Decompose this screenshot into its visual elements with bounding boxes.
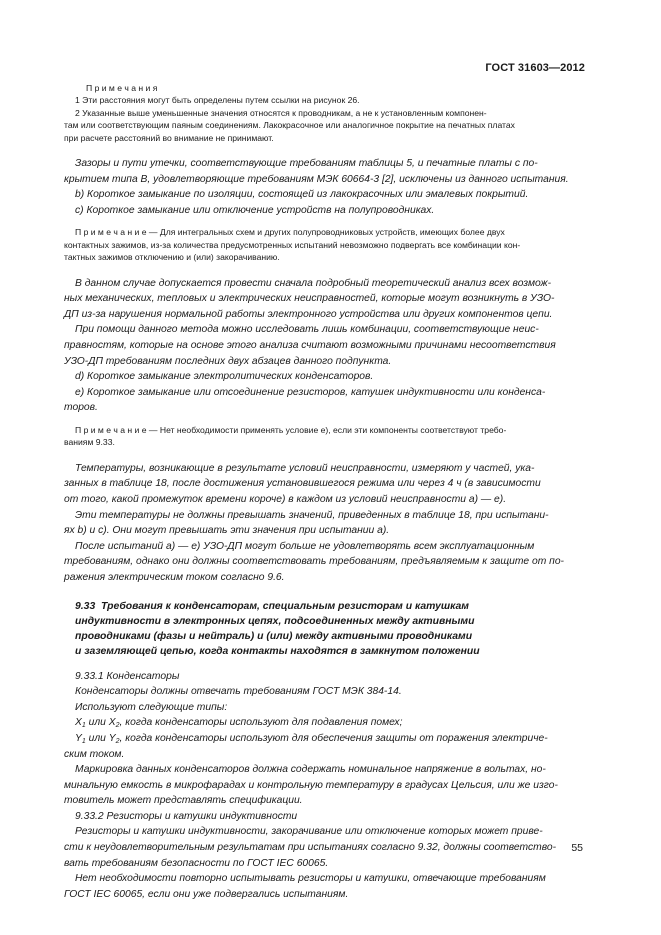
note-block-2 <box>64 226 584 263</box>
text-line: товитель может представлять спецификации. <box>64 795 303 807</box>
note-line: тактных зажимов отключению и (или) закорачиванию. <box>64 252 280 263</box>
capacitor-type-x: $X_1$ или $X_2$, когда конденсаторы используют для подавления помех; <box>75 717 403 730</box>
section-number: 9.33 <box>75 600 96 612</box>
text-line: требованиям, однако они должны соответствовать требованиям, предъявляемым к защите от по- <box>64 556 564 568</box>
subsection-title: 9.33.2 Резисторы и катушки индуктивности <box>75 810 298 822</box>
standard-number: ГОСТ 31603—2012 <box>485 62 585 74</box>
text-line: крытием типа В, удовлетворяющие требованиям МЭК 60664-3 [2], исключены из данного испытания. <box>64 173 569 185</box>
text-line: ражения электрическим током согласно 9.6. <box>64 571 285 583</box>
heading-text: Требования к конденсаторам, специальным резисторам и катушкам <box>101 600 469 612</box>
text-line: УЗО-ДП требованиям последних двух абзацев данного подпункта. <box>64 355 392 367</box>
capacitor-type-y: $Y_1$ или $Y_2$, когда конденсаторы используют для обеспечения защиты от поражения электриче- <box>75 732 548 745</box>
heading-line: и заземляющей цепью, когда контакты находятся в замкнутом положении <box>75 645 480 657</box>
paragraph-clearances <box>64 156 584 218</box>
note-block-3 <box>64 424 584 449</box>
text-line: сти к неудовлетворительным результатам при испытаниях согласно 9.32, должны соответство- <box>64 842 557 854</box>
text-line: ДП из-за нарушения нормальной работы электронного устройства или других компонентов цепи. <box>64 308 553 320</box>
note-line: П р и м е ч а н и е — Для интегральных схем и других полупроводниковых устройств, имеющих более двух <box>75 227 505 238</box>
text-line: минальную емкость в микрофарадах и контрольную температуру в градусах Цельсия, или же изго- <box>64 779 558 791</box>
note-2-line-3: при расчете расстояний во внимание не принимают. <box>64 132 274 143</box>
note-line: ваниям 9.33. <box>64 437 115 448</box>
note-line: П р и м е ч а н и е — Нет необходимости применять условие e), если эти компоненты соответствуют требо- <box>75 424 507 435</box>
note-line: контактных зажимов, из-за количества предусмотренных испытаний невозможно подвергать все комбинации кон- <box>64 239 521 250</box>
item-e: e) Короткое замыкание или отсоединение резисторов, катушек индуктивности или конденса- <box>75 386 546 398</box>
text-line: торов. <box>64 402 98 414</box>
page-number: 55 <box>571 842 583 854</box>
text-line: Эти температуры не должны превышать значений, приведенных в таблице 18, при испытани- <box>75 509 549 521</box>
subsection-title: 9.33.1 Конденсаторы <box>75 670 180 682</box>
text-line: ским током. <box>64 748 125 760</box>
text-line: После испытаний a) — e) УЗО-ДП могут больше не удовлетворять всем эксплуатационным <box>75 540 535 552</box>
item-b: b) Короткое замыкание по изоляции, состоящей из лакокрасочных или эмалевых покрытий. <box>75 189 529 201</box>
text-line: Маркировка данных конденсаторов должна содержать номинальное напряжение в вольтах, но- <box>75 764 546 776</box>
text-line: вать требованиям безопасности по ГОСТ IEC 60065. <box>64 857 329 869</box>
heading-line <box>75 599 584 614</box>
notes-block-1 <box>64 82 584 144</box>
text-line: от того, какой промежуток времени короче) в каждом из условий неисправности a) — e). <box>64 493 507 505</box>
page-content <box>64 82 584 902</box>
text-line: ГОСТ IEC 60065, если они уже подвергались испытаниям. <box>64 888 349 900</box>
text-line: занных в таблице 18, после достижения установившегося режима или через 4 ч (в зависимости <box>64 478 541 490</box>
item-c: c) Короткое замыкание или отключение устройств на полупроводниках. <box>75 204 435 216</box>
heading-line: индуктивности в электронных цепях, подсоединенных между активными <box>75 615 475 627</box>
text-line: При помощи данного метода можно исследовать лишь комбинации, соответствующие неис- <box>75 324 539 336</box>
text-line: Нет необходимости повторно испытывать резисторы и катушки, отвечающие требованиям <box>75 873 546 885</box>
text-line: Конденсаторы должны отвечать требованиям ГОСТ МЭК 384-14. <box>75 686 402 698</box>
text-line: Резисторы и катушки индуктивности, закорачивание или отключение которых может приве- <box>75 826 543 838</box>
text-line: В данном случае допускается провести сначала подробный теоретический анализ всех возмож- <box>75 277 552 289</box>
text-line: Используют следующие типы: <box>75 701 228 713</box>
subsection-capacitors <box>64 669 584 903</box>
paragraph-temperatures <box>64 461 584 586</box>
text-line: Температуры, возникающие в результате условий неисправности, измеряют у частей, ука- <box>75 462 535 474</box>
note-2-line-2: там или соответствующим паяным соединениям. Лакокрасочное или аналогичное покрытие на печатных платах <box>64 120 515 131</box>
notes-title: П р и м е ч а н и я <box>86 83 158 93</box>
text-line: Зазоры и пути утечки, соответствующие требованиям таблицы 5, и печатные платы с по- <box>75 158 538 170</box>
note-1: 1 Эти расстояния могут быть определены путем ссылки на рисунок 26. <box>75 95 360 106</box>
text-line: ях b) и c). Они могут превышать эти значения при испытании a). <box>64 525 390 537</box>
heading-line: проводниками (фазы и нейтраль) и (или) между активными проводниками <box>75 630 473 642</box>
text-line: правностям, которые на основе этого анализа считают возможными причинами несоответствия <box>64 340 556 351</box>
section-heading-9-33 <box>75 599 584 659</box>
paragraph-analysis <box>64 276 584 416</box>
item-d: d) Короткое замыкание электролитических конденсаторов. <box>75 371 374 383</box>
note-2-line-1: 2 Указанные выше уменьшенные значения относятся к проводникам, а не к установленным компонен- <box>75 107 487 118</box>
text-line: ных механических, тепловых и электрических неисправностей, которые могут возникнуть в УЗО- <box>64 293 555 305</box>
